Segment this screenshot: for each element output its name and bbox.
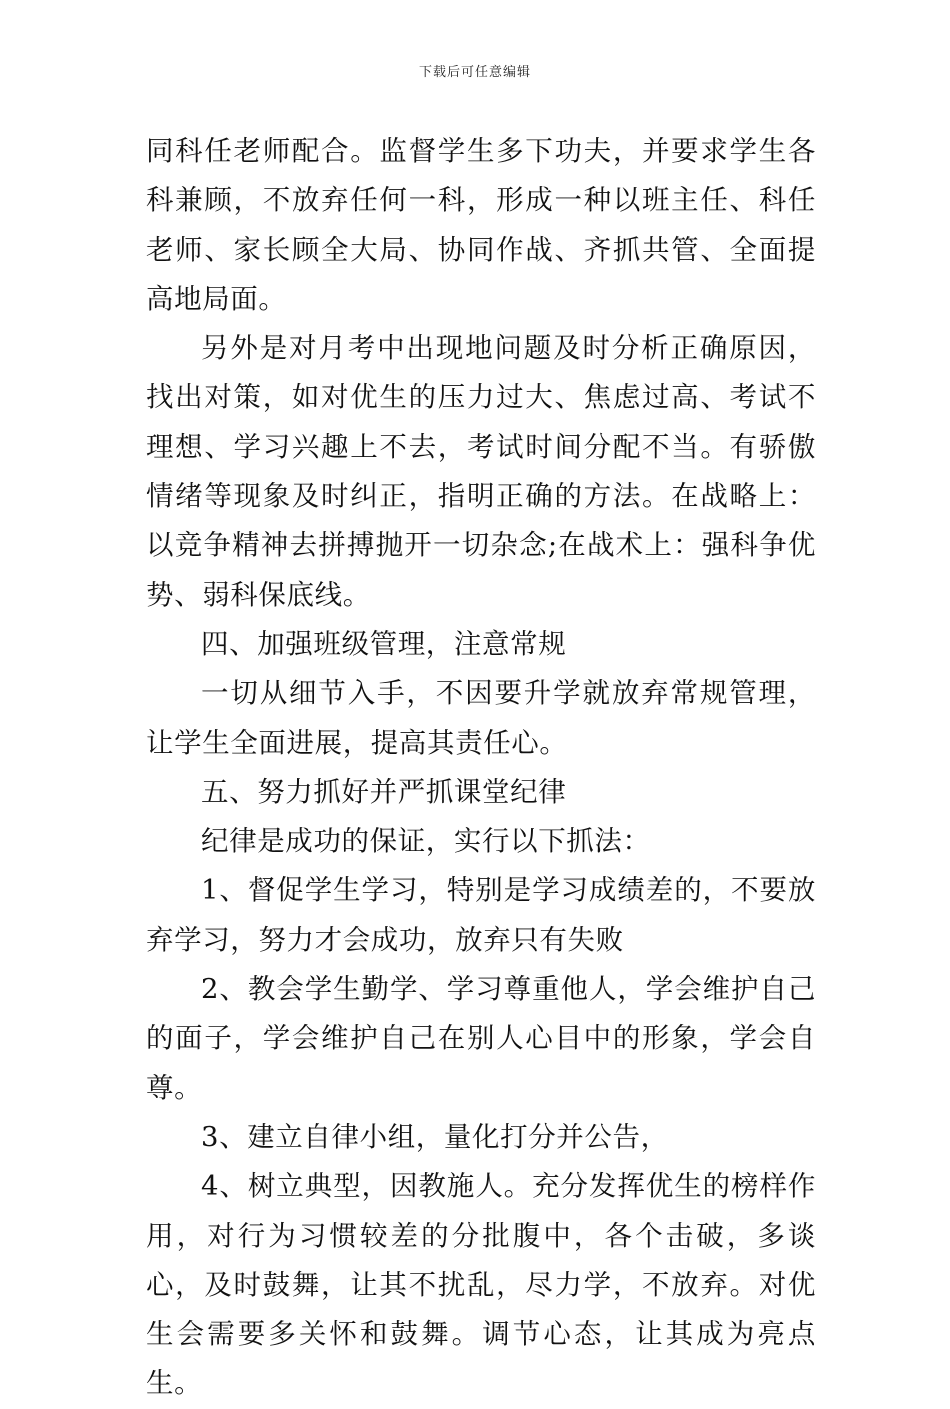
paragraph-2: 另外是对月考中出现地问题及时分析正确原因，找出对策，如对优生的压力过大、焦虑过高、考试不理想、学习兴趣上不去，考试时间分配不当。有骄傲情绪等现象及时纠正，指明正确的方法。在战略上：以竞争精神去拼搏抛开一切杂念;在战术上：强科争优势、弱科保底线。	[146, 332, 816, 611]
list-item-3: 3、建立自律小组，量化打分并公告，	[201, 1120, 669, 1153]
list-item-1: 1、督促学生学习，特别是学习成绩差的，不要放弃学习，努力才会成功，放弃只有失败	[146, 874, 816, 956]
page-header: 下载后可任意编辑	[418, 65, 531, 80]
document-body	[146, 127, 816, 1409]
paragraph-4: 纪律是成功的保证，实行以下抓法：	[201, 825, 651, 858]
section-heading-4: 四、加强班级管理，注意常规	[201, 627, 567, 660]
paragraph-1: 同科任老师配合。监督学生多下功夫，并要求学生各科兼顾，不放弃任何一科，形成一种以班主任、科任老师、家长顾全大局、协同作战、齐抓共管、全面提高地局面。	[146, 135, 816, 315]
paragraph-3: 一切从细节入手，不因要升学就放弃常规管理，让学生全面进展，提高其责任心。	[146, 677, 816, 759]
list-item-4: 4、树立典型，因教施人。充分发挥优生的榜样作用，对行为习惯较差的分批腹中，各个击破，多谈心，及时鼓舞，让其不扰乱，尽力学，不放弃。对优生会需要多关怀和鼓舞。调节心态，让其成为亮点生。	[146, 1170, 816, 1400]
section-heading-5: 五、努力抓好并严抓课堂纪律	[201, 775, 567, 808]
list-item-2: 2、教会学生勤学、学习尊重他人，学会维护自己的面子，学会维护自己在别人心目中的形象，学会自尊。	[146, 973, 816, 1104]
